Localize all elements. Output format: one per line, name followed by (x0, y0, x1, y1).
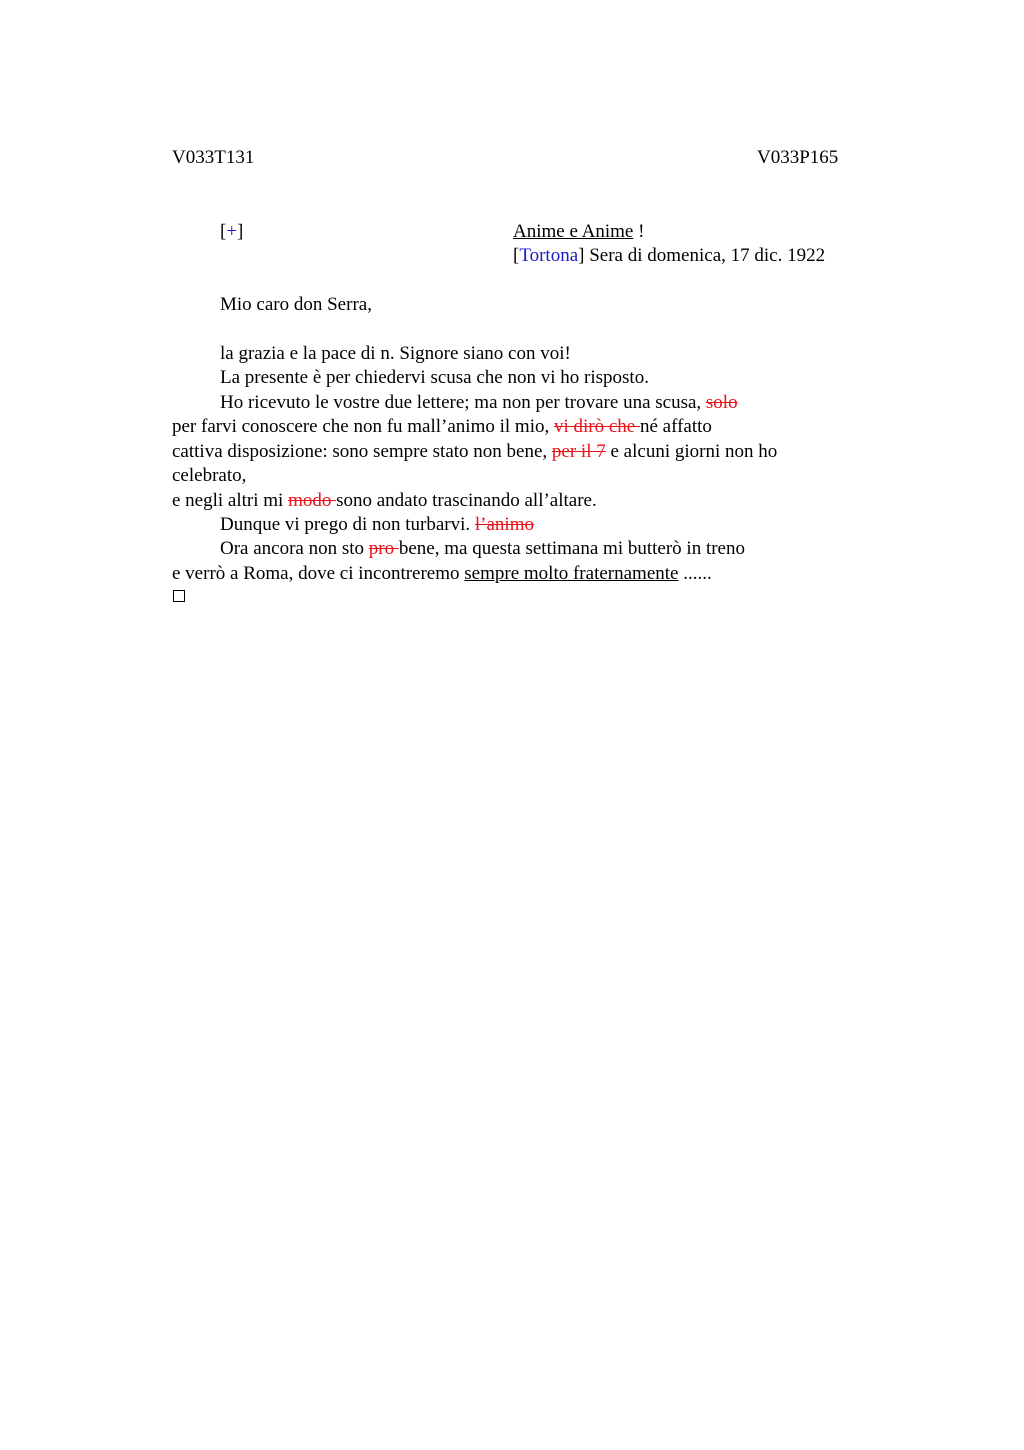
body-text: sono andato trascinando all’altare. (336, 490, 597, 511)
letter-title-text: Anime e Anime (513, 221, 634, 242)
letter-title (513, 220, 644, 245)
expand-bracket-close: ] (237, 221, 244, 242)
underlined-text: sempre molto fraternamente (464, 563, 679, 584)
body-text: e verrò a Roma, dove ci incontreremo (172, 563, 465, 584)
body-text: e alcuni giorni non ho (605, 441, 778, 462)
body-line (172, 440, 777, 465)
letter-date: Sera di domenica, 17 dic. 1922 (584, 245, 826, 266)
body-line (220, 513, 534, 538)
body-text: Dunque vi prego di non turbarvi. (220, 514, 475, 535)
body-text: per farvi conoscere che non fu mall’animo il mio, (172, 416, 554, 437)
body-line: celebrato, (172, 465, 247, 486)
expand-toggle[interactable] (220, 220, 243, 245)
body-line: la grazia e la pace di n. Signore siano con voi! (220, 343, 571, 364)
deleted-text: solo (705, 392, 738, 413)
body-text: Ho ricevuto le vostre due lettere; ma non per trovare una scusa, (220, 392, 706, 413)
body-text: ...... (678, 563, 712, 584)
body-line (220, 391, 738, 416)
body-text: cattiva disposizione: sono sempre stato non bene, (172, 441, 552, 462)
expand-bracket-open: [ (220, 221, 227, 242)
deleted-text: vi dirò che (553, 416, 640, 437)
body-line: La presente è per chiedervi scusa che non vi ho risposto. (220, 367, 649, 388)
deleted-text: per il 7 (551, 441, 606, 462)
document-code-right: V033P165 (757, 147, 839, 168)
body-text: Ora ancora non sto (220, 538, 369, 559)
salutation: Mio caro don Serra, (220, 294, 372, 315)
body-text: bene, ma questa settimana mi butterò in treno (398, 538, 745, 559)
letter-title-punct: ! (633, 221, 645, 242)
place-bracket-open: [ (513, 245, 520, 266)
body-line (220, 537, 745, 562)
letter-place-date (513, 244, 825, 269)
document-code-left: V033T131 (172, 147, 255, 168)
place-link[interactable]: Tortona (519, 245, 579, 266)
deleted-text: modo (288, 490, 337, 511)
body-line (172, 489, 597, 514)
body-text: né affatto (640, 416, 712, 437)
body-line (172, 415, 712, 440)
body-text: e negli altri mi (172, 490, 289, 511)
place-bracket-close: ] (578, 245, 585, 266)
expand-plus-link[interactable]: + (226, 221, 238, 242)
body-line (172, 562, 712, 587)
deleted-text: pro (368, 538, 399, 559)
deleted-text: l’animo (474, 514, 534, 535)
checkbox-icon[interactable] (173, 590, 185, 602)
